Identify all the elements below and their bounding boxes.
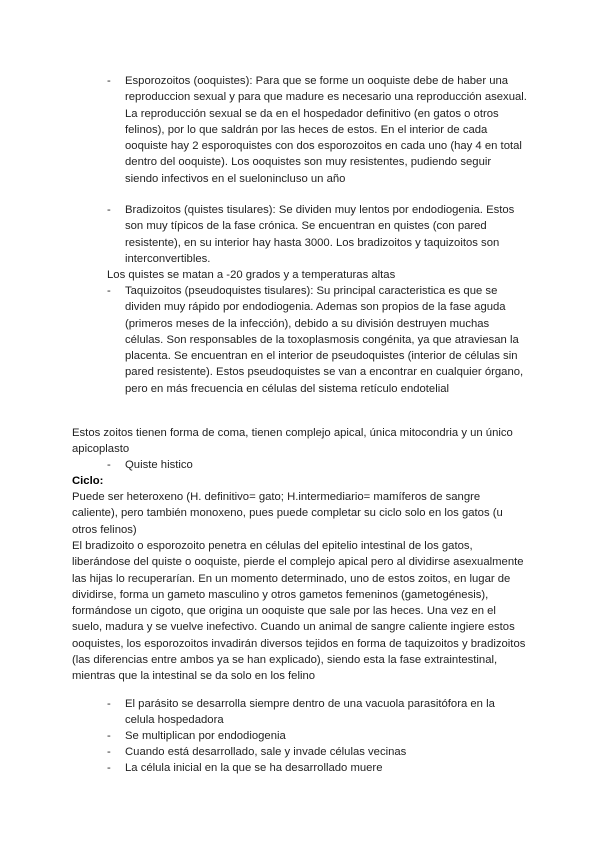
bullet-marker: - (107, 204, 111, 216)
bullet-marker: - (107, 746, 111, 758)
bullet-text: Bradizoitos (quistes tisulares): Se dividen muy lentos por endodiogenia. Estos son muy típicos de la fase crónica. Se encuentran en quistes (con pared resistente), en su interior hay hasta 3000. Los bradizoitos y taquizoitos son interconvertibles. (125, 204, 515, 265)
ciclo-paragraph-2: El bradizoito o esporozoito penetra en células del epitelio intestinal de los gatos, liberándose del quiste o ooquiste, pierde el complejo apical pero al dividirse asexualmente las hijas lo recuperarían. En un momento determinado, uno de estos zoitos, en lugar de dividirse, forma un gameto masculino y otros gametos femeninos (gametogénesis), formándose un cigoto, que origina un ooquiste que sale por las heces. Una vez en el suelo, madura y se vuelve inefectivo. Cuando un animal de sangre caliente ingiere estos ooquistes, los esporozoitos invadirán diversos tejidos en forma de taquizoitos y bradizoitos (las diferencias entre ambos ya se han explicado), siendo esta la fase extraintestinal, mientras que la intestinal se da solo en los felino (72, 540, 526, 683)
bullet-text: Quiste histico (125, 459, 193, 471)
bullet-marker: - (107, 698, 111, 710)
bullet-marker: - (107, 459, 111, 471)
bullet-marker: - (107, 730, 111, 742)
bullet-text: Cuando está desarrollado, sale y invade células vecinas (125, 746, 407, 758)
quistes-line: Los quistes se matan a -20 grados y a temperaturas altas (107, 269, 396, 281)
bullet-text: Taquizoitos (pseudoquistes tisulares): Su principal caracteristica es que se dividen muy rápido por endodiogenia. Ademas son propios de la fase aguda (primeros meses de la infección), debido a su división destruyen muchas células. Son responsables de la toxoplasmosis congénita, ya que atraviesan la placenta. Se encuentran en el interior de pseudoquistes (interior de células sin pared resistente). Estos pseudoquistes se van a encontrar en cualquier órgano, pero en más frecuencia en células del sistema retículo endotelial (125, 285, 524, 395)
bullet-text: El parásito se desarrolla siempre dentro de una vacuola parasitófora en la celula hospedadora (125, 698, 495, 727)
bullet-text: La célula inicial en la que se ha desarrollado muere (125, 762, 383, 774)
zoitos-paragraph: Estos zoitos tienen forma de coma, tienen complejo apical, única mitocondria y un único apicoplasto (72, 427, 513, 456)
ciclo-paragraph-1: Puede ser heteroxeno (H. definitivo= gato; H.intermediario= mamíferos de sangre caliente), pero también monoxeno, pues puede completar su ciclo solo en los gatos (u otros felinos) (72, 491, 503, 536)
bullet-marker: - (107, 75, 111, 87)
bullet-text: Se multiplican por endodiogenia (125, 730, 286, 742)
ciclo-heading: Ciclo: (72, 475, 104, 487)
bullet-text: Esporozoitos (ooquistes): Para que se forme un ooquiste debe de haber una reproduccion sexual y para que madure es necesario una reproducción asexual. La reproducción sexual se da en el hospedador definitivo (en gatos o otros felinos), por lo que saldrán por las heces de estos. En el interior de cada ooquiste hay 2 esporoquistes con dos esporozoitos en cada uno (hay 4 en total dentro del ooquiste). Los ooquistes son muy resistentes, pudiendo seguir siendo infectivos en el suelonincluso un año (125, 75, 527, 185)
bullet-marker: - (107, 762, 111, 774)
bullet-marker: - (107, 285, 111, 297)
